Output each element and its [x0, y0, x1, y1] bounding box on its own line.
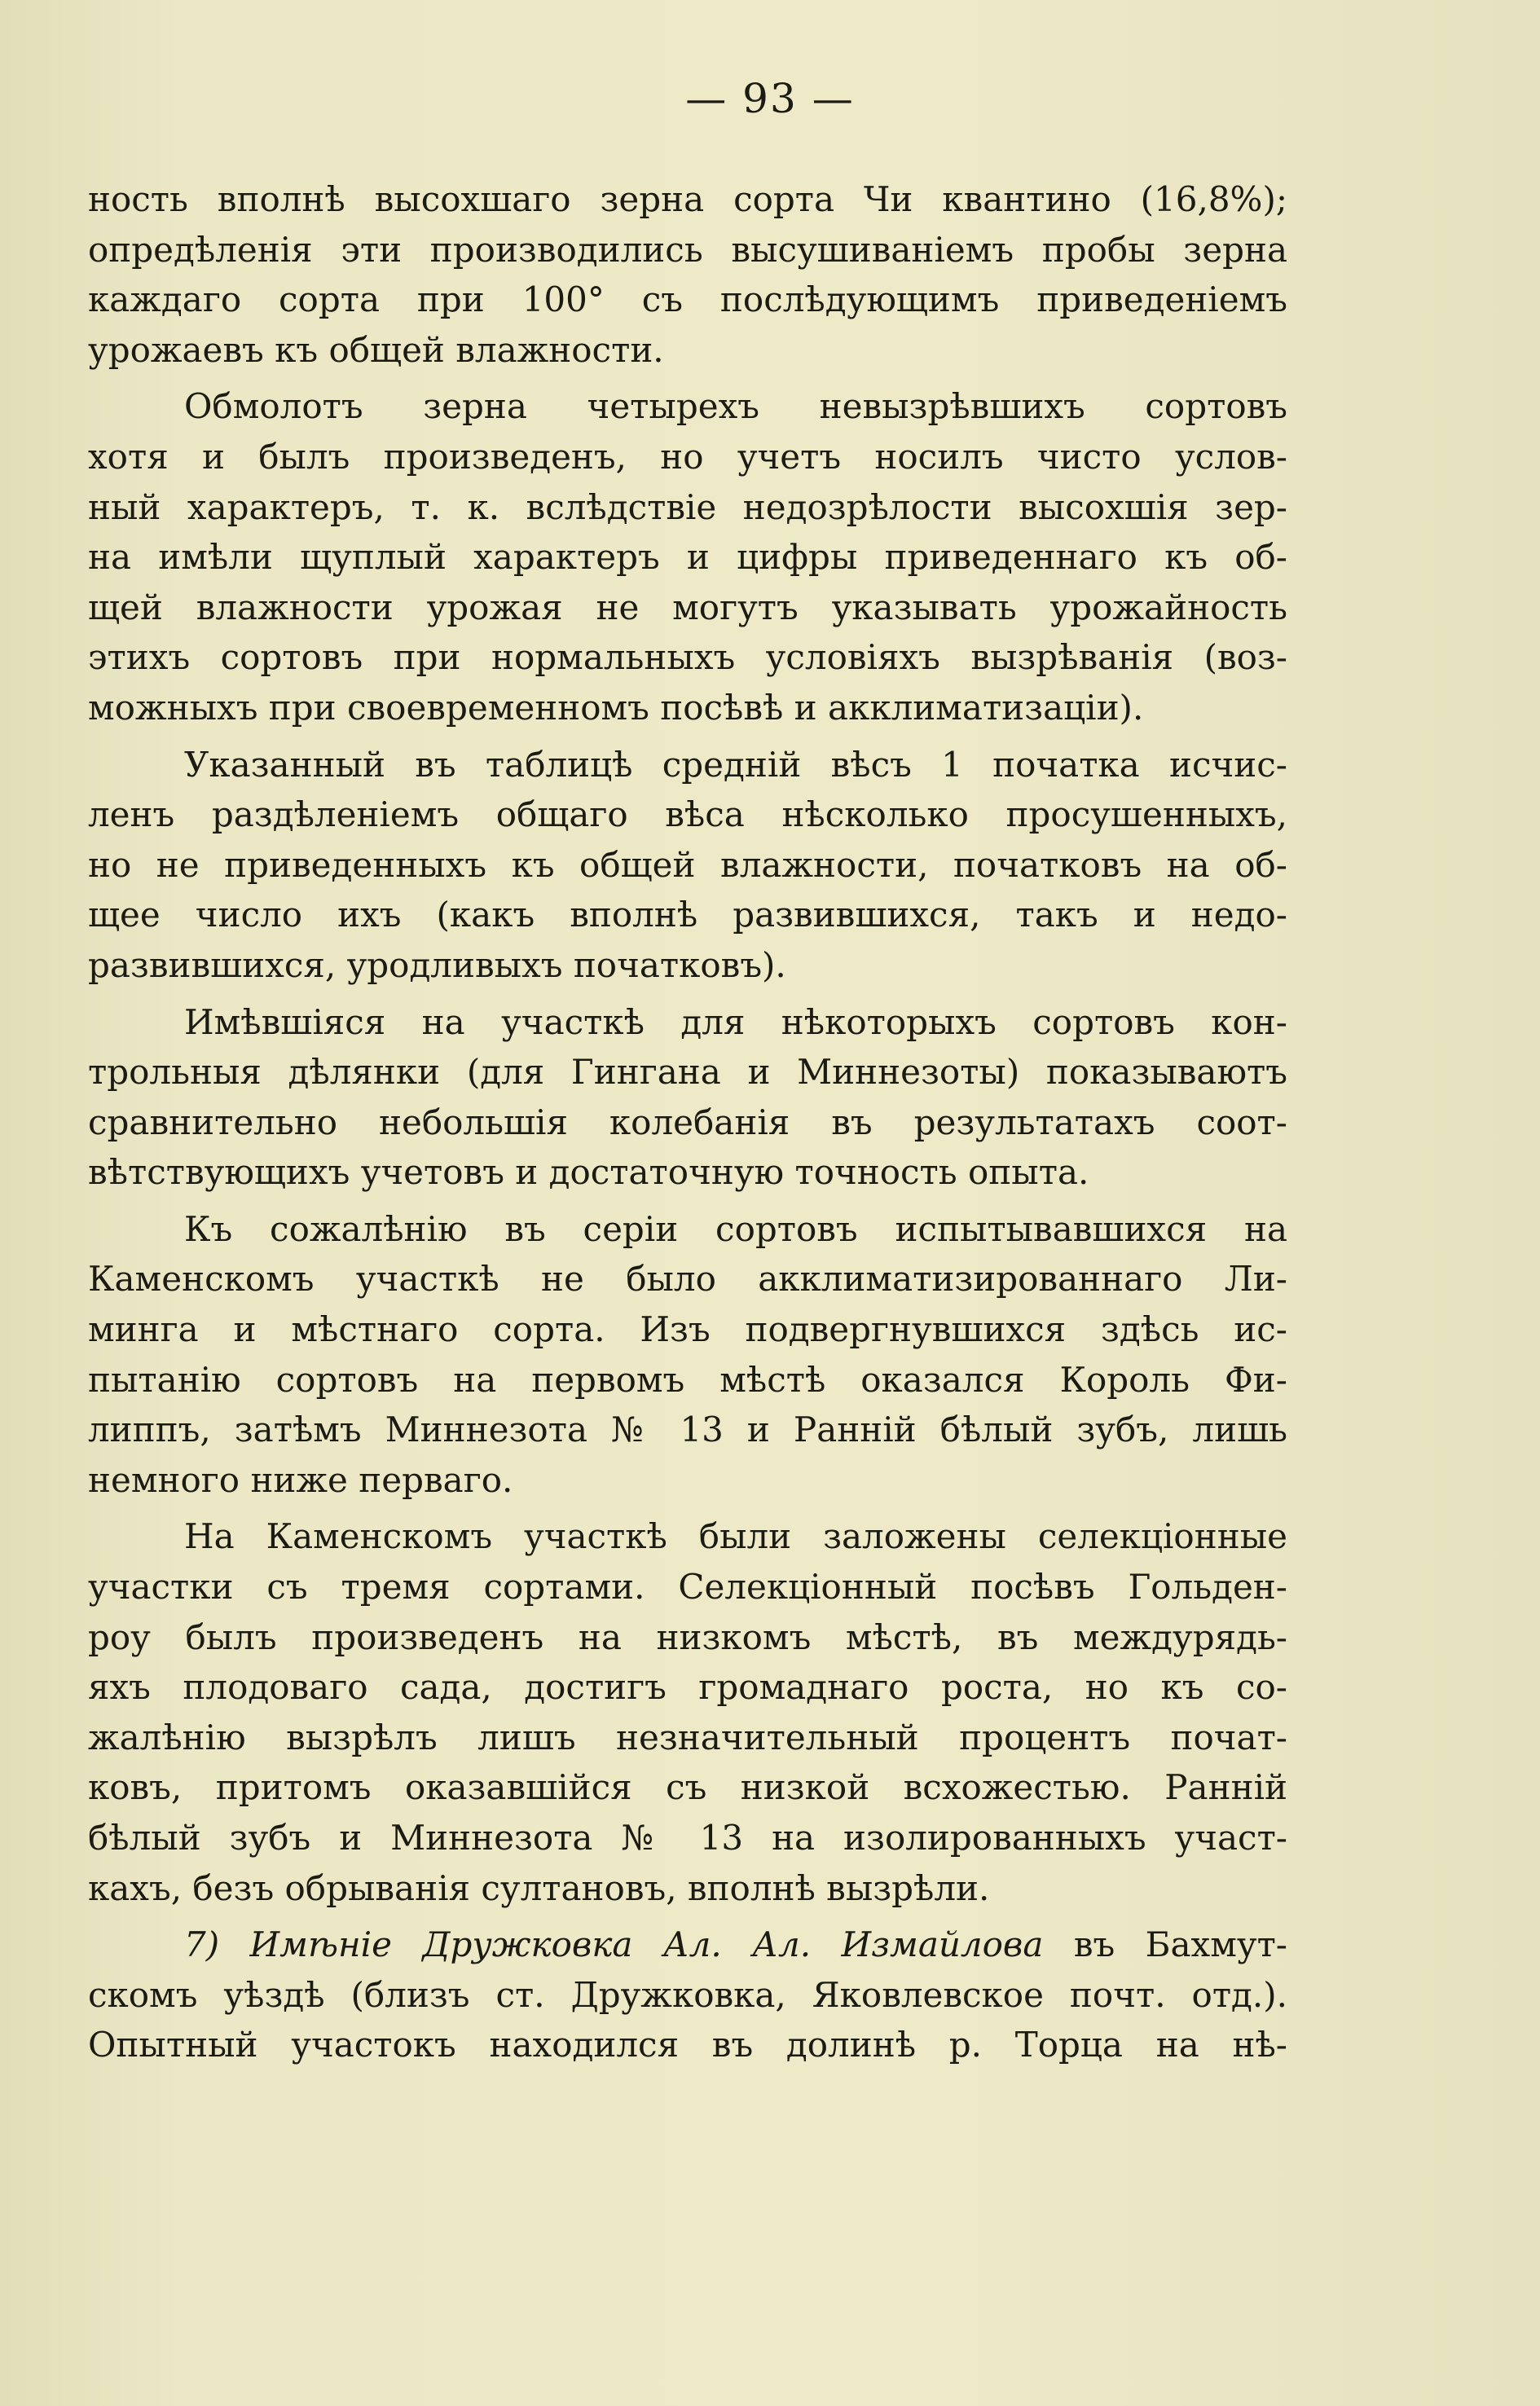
text-line: участки съ тремя сортами. Селекціонный посѣвъ Гольден- [88, 1567, 1287, 1608]
text-line: жалѣнію вызрѣлъ лишъ незначительный процентъ почат- [88, 1717, 1287, 1757]
text-line: Къ сожалѣнію въ серіи сортовъ испытывавшихся на [184, 1208, 1287, 1249]
text-line: Имѣвшіяся на участкѣ для нѣкоторыхъ сортовъ кон- [184, 1001, 1287, 1042]
text-line: ковъ, притомъ оказавшійся съ низкой всхожестью. Ранній [88, 1767, 1287, 1808]
text-line: ный характеръ, т. к. вслѣдствіе недозрѣлости высохшія зер- [88, 486, 1287, 527]
text-line: скомъ уѣздѣ (близъ ст. Дружковка, Яковлевское почт. отд.). [88, 1974, 1287, 2015]
section-heading-line [88, 1920, 1287, 1970]
text-line: ность вполнѣ высохшаго зерна сорта Чи квантино (16,8%); [88, 179, 1287, 219]
section-line-rest: въ Бахмут- [1043, 1924, 1287, 1965]
text-line: липпъ, затѣмъ Миннезота № 13 и Ранній бѣлый зубъ, лишь [88, 1410, 1287, 1450]
text-line: На Каменскомъ участкѣ были заложены селекціонные [184, 1516, 1287, 1557]
text-line: Каменскомъ участкѣ не было акклиматизированнаго Ли- [88, 1259, 1287, 1300]
text-line: хотя и былъ произведенъ, но учетъ носилъ чисто услов- [88, 436, 1287, 477]
text-line: на имѣли щуплый характеръ и цифры приведеннаго къ об- [88, 537, 1287, 578]
text-line: ленъ раздѣленіемъ общаго вѣса нѣсколько просушенныхъ, [88, 794, 1287, 835]
text-line: Опытный участокъ находился въ долинѣ р. Торца на нѣ- [88, 2025, 1287, 2065]
text-line: можныхъ при своевременномъ посѣвѣ и акклиматизаціи). [88, 687, 1144, 728]
text-line: развившихся, уродливыхъ початковъ). [88, 944, 786, 985]
text-line: трольныя дѣлянки (для Гингана и Миннезоты) показываютъ [88, 1052, 1287, 1093]
text-line: опредѣленія эти производились высушиваніемъ пробы зерна [88, 229, 1287, 270]
text-line: каждаго сорта при 100° съ послѣдующимъ приведеніемъ [88, 279, 1287, 320]
text-line: яхъ плодоваго сада, достигъ громаднаго роста, но къ со- [88, 1667, 1287, 1708]
section-title: 7) Имѣніе Дружковка Ал. Ал. Измайлова [184, 1924, 1044, 1965]
page-number: — 93 — [685, 75, 855, 122]
text-line: Указанный въ таблицѣ средній вѣсъ 1 початка исчис- [184, 744, 1287, 785]
text-line: немного ниже перваго. [88, 1459, 513, 1500]
text-line: кахъ, безъ обрыванія султановъ, вполнѣ вызрѣли. [88, 1867, 990, 1908]
text-line: этихъ сортовъ при нормальныхъ условіяхъ вызрѣванія (воз- [88, 637, 1287, 678]
text-line: Обмолотъ зерна четырехъ невызрѣвшихъ сортовъ [184, 386, 1287, 427]
text-line: щее число ихъ (какъ вполнѣ развившихся, такъ и недо- [88, 895, 1287, 935]
text-line: вѣтствующихъ учетовъ и достаточную точность опыта. [88, 1152, 1089, 1193]
text-line: минга и мѣстнаго сорта. Изъ подвергнувшихся здѣсь ис- [88, 1309, 1287, 1350]
text-line: сравнительно небольшія колебанія въ результатахъ соот- [88, 1102, 1287, 1142]
text-line: пытанію сортовъ на первомъ мѣстѣ оказался Король Фи- [88, 1359, 1287, 1400]
text-line: роу былъ произведенъ на низкомъ мѣстѣ, въ междурядь- [88, 1616, 1287, 1657]
text-line: бѣлый зубъ и Миннезота № 13 на изолированныхъ участ- [88, 1818, 1287, 1858]
text-line: но не приведенныхъ къ общей влажности, початковъ на об- [88, 844, 1287, 885]
text-line: урожаевъ къ общей влажности. [88, 329, 664, 370]
text-line: щей влажности урожая не могутъ указывать урожайность [88, 587, 1287, 627]
body-text [88, 174, 1287, 2070]
